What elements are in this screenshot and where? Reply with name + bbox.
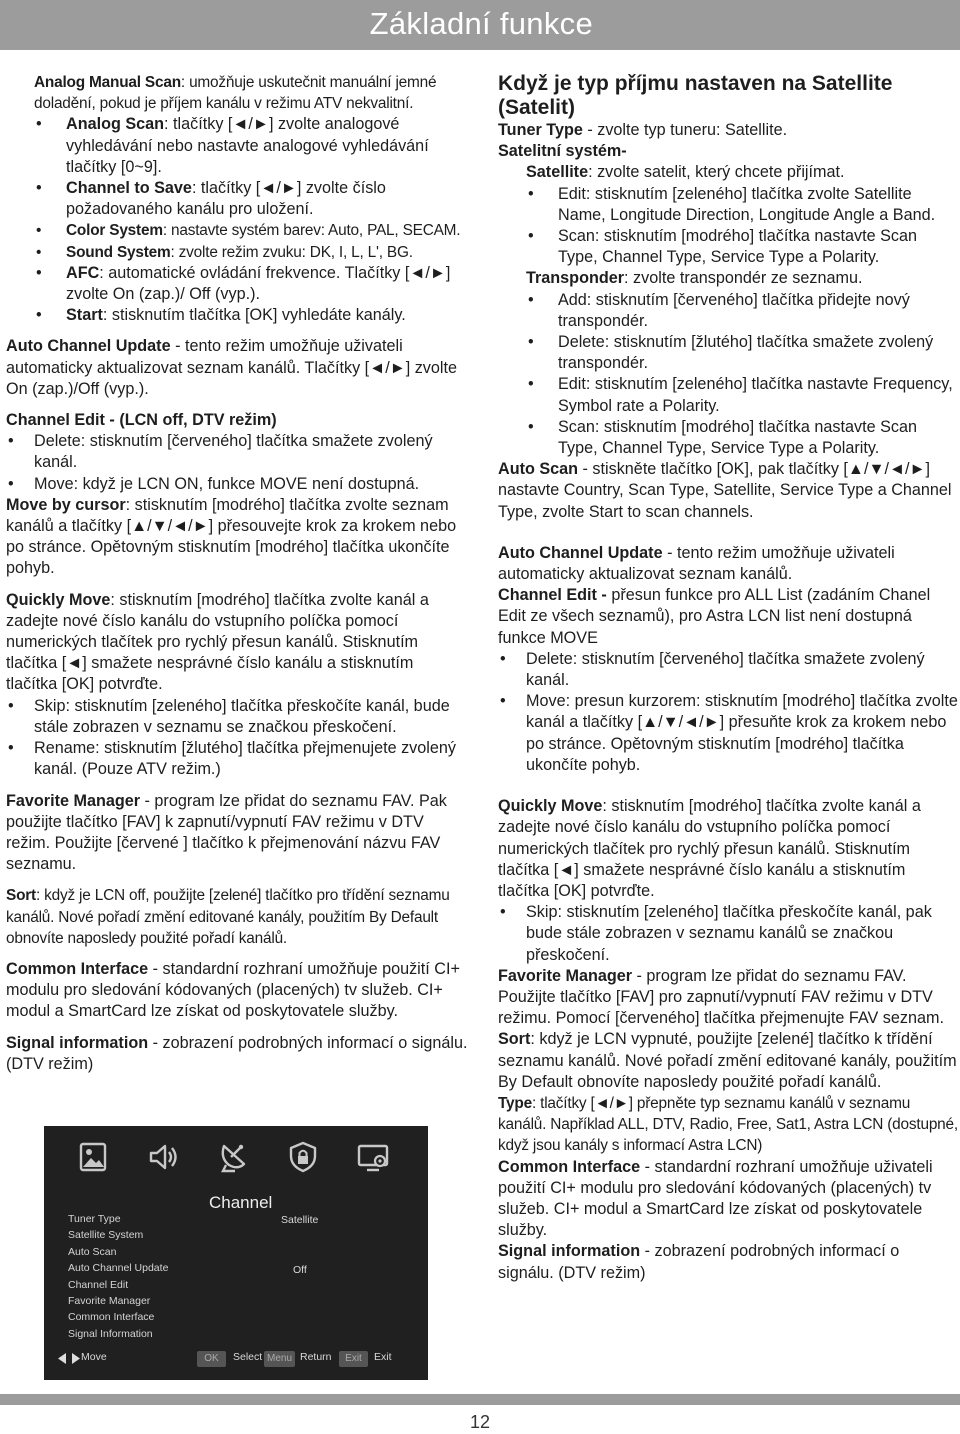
bullet-satellite-scan: • Scan: stisknutím [modrého] tlačítka nastavte Scan Type, Channel Type, Service Type a Polarity. (498, 226, 958, 268)
auto-channel-update-paragraph: Auto Channel Update - tento režim umožňuje uživateli automaticky aktualizovat seznam kanálů. Tlačítky [◄/►] zvolte On (zap.)/Off (vyp.). (6, 337, 458, 398)
footer-move-label: Move (81, 1351, 107, 1363)
bullet-sound-system: • Sound System: zvolte režim zvuku: DK, I, L, L', BG. (6, 242, 468, 263)
bullet-channel-edit-move: • Move: když je LCN ON, funkce MOVE není dostupná. (6, 474, 468, 495)
bullet-rename: • Rename: stisknutím [žlutého] tlačítka přejmenujete zvolený kanál. (Pouze ATV režim.) (6, 738, 468, 780)
bullet-satellite-edit: • Edit: stisknutím [zeleného] tlačítka zvolte Satellite Name, Longitude Direction, Longitude Angle a Band. (498, 184, 958, 226)
menu-list (68, 1211, 168, 1342)
menu-item-favorite-manager[interactable]: Favorite Manager (68, 1295, 151, 1308)
bullet-channel-edit-delete: • Delete: stisknutím [červeného] tlačítka smažete zvolený kanál. (6, 431, 468, 473)
bullet-analog-scan: • Analog Scan: tlačítky [◄/►] zvolte analogové vyhledávání nebo nastavte analogové vyhledávání tlačítky [0~9]. (6, 114, 468, 178)
quickly-move-paragraph: Quickly Move: stisknutím [modrého] tlačítka zvolte kanál a zadejte nové číslo kanálu do vstupního políčka pomocí numerických tlačítek pro rychlý přesun kanálů. Stisknutím tlačítka [◄] smažete nesprávné číslo kanálu a stisknutím tlačítka [OK] potvrďte. (6, 590, 429, 694)
bullet-skip: • Skip: stisknutím [zeleného] tlačítka přeskočíte kanál, bude stále zobrazen v seznamu se značkou přeskočení. (6, 696, 468, 738)
bullet-channel-edit-delete: • Delete: stisknutím [červeného] tlačítka smažete zvolený kanál. (498, 649, 958, 691)
ok-key-badge: OK (197, 1351, 226, 1367)
sound-icon (146, 1140, 180, 1174)
signal-information-paragraph: Signal information - zobrazení podrobných informací o signálu. (DTV režim) (6, 1033, 468, 1073)
tuner-type-value: Satellite (281, 1214, 319, 1226)
signal-information-paragraph: Signal information - zobrazení podrobných informací o signálu. (DTV režim) (498, 1242, 900, 1282)
satellite-system-heading: Satelitní systém- (498, 142, 627, 161)
bullet-afc: • AFC: automatické ovládání frekvence. Tlačítky [◄/►] zvolte On (zap.)/ Off (vyp.). (6, 263, 468, 305)
auto-channel-update-value: Off (293, 1264, 307, 1276)
bullet-color-system: • Color System: nastavte systém barev: Auto, PAL, SECAM. (6, 220, 468, 241)
menu-item-common-interface[interactable]: Common Interface (68, 1311, 155, 1324)
settings-icon (356, 1140, 390, 1174)
channel-satellite-icon (216, 1140, 250, 1174)
sort-paragraph: Sort: když je LCN vypnuté, použijte [zelené] tlačítko k třídění seznamu kanálů. Nové pořadí změní editované kanály, použitím By Default obnovíte naposledy použité pořadí kanálů. (498, 1030, 957, 1091)
page-header-bar (0, 0, 960, 50)
menu-key-badge: Menu (264, 1351, 295, 1367)
menu-item-signal-information[interactable]: Signal Information (68, 1327, 153, 1340)
common-interface-paragraph: Common Interface - standardní rozhraní umožňuje použití CI+ modulu pro sledování kódovaných (placených) tv služeb. CI+ modul a SmartCard lze získat od poskytovatele služby. (6, 959, 460, 1021)
channel-edit-paragraph: Channel Edit - přesun funkce pro ALL List (zadáním Chanel Edit ze všech seznamů), pro Astra LCN list není dostupná funkce MOVE (498, 586, 931, 647)
page-title: Základní funkce (369, 6, 593, 41)
menu-footer-hints (44, 1350, 428, 1368)
common-interface-paragraph: Common Interface - standardní rozhraní umožňuje uživateli použití CI+ modulu pro sledování kódovaných (placených) tv služeb. CI+ modul a SmartCard lze získat od poskytovatele služby. (498, 1157, 933, 1240)
favorite-manager-paragraph: Favorite Manager - program lze přidat do seznamu FAV. Použijte tlačítko [FAV] pro zapnutí/vypnutí FAV režimu v DTV režimu. Pomocí [červeného] tlačítka přejmenujte FAV seznam. (498, 966, 944, 1028)
type-paragraph: Type: tlačítky [◄/►] přepněte typ seznamu kanálů v seznamu kanálů. Například ALL, DTV, Radio, Free, Sat1, Astra LCN (dostupné, když jsou kanály s informací Astra LCN) (498, 1094, 958, 1155)
menu-icon-bar (44, 1140, 428, 1180)
left-column (6, 72, 468, 1075)
picture-icon (76, 1140, 110, 1174)
footer-return-label: Return (300, 1351, 332, 1363)
right-column (498, 72, 958, 1284)
menu-title: Channel (209, 1193, 273, 1212)
left-right-arrows-icon (58, 1353, 80, 1364)
menu-item-auto-scan[interactable]: Auto Scan (68, 1245, 117, 1258)
analog-manual-scan-paragraph: Analog Manual Scan: umožňuje uskutečnit manuální jemné doladění, pokud je příjem kanálu v režimu ATV nekvalitní. (34, 74, 437, 113)
favorite-manager-paragraph: Favorite Manager - program lze přidat do seznamu FAV. Pak použijte tlačítko [FAV] k zapnutí/vypnutí FAV režimu v DTV režim. Použijte [červené ] tlačítko k přejmenování názvu FAV seznamu. (6, 791, 447, 874)
move-by-cursor-paragraph: Move by cursor: stisknutím [modrého] tlačítka zvolte seznam kanálů a tlačítky [▲/▼/◄/►] přesouvejte krok za krokem nebo po stránce. Opětovným stisknutím [modrého] tlačítka ukončíte pohyb. (6, 495, 457, 578)
page-number: 12 (470, 1412, 491, 1432)
tuner-type-paragraph: Tuner Type - zvolte typ tuneru: Satellite. (498, 121, 788, 139)
satellite-section-heading: Když je typ příjmu nastaven na Satellite (Satelit) (498, 72, 893, 119)
quickly-move-paragraph: Quickly Move: stisknutím [modrého] tlačítka zvolte kanál a zadejte nové číslo kanálu do vstupního políčka pomocí numerických tlačítek pro rychlý přesun kanálů. Stisknutím tlačítka [◄] smažete nesprávné číslo kanálu a stisknutím tlačítka [OK] potvrďte. (498, 797, 921, 900)
tv-channel-menu-screenshot (44, 1126, 428, 1380)
bullet-transponder-add: • Add: stisknutím [červeného] tlačítka přidejte nový transpondér. (498, 290, 958, 332)
channel-edit-heading: Channel Edit - (LCN off, DTV režim) (6, 411, 277, 430)
lock-shield-icon (286, 1140, 320, 1174)
bullet-channel-edit-move: • Move: presun kurzorem: stisknutím [modrého] tlačítka zvolte kanál a tlačítky [▲/▼/◄/►] přesuňte krok za krokem nebo po stránce. Opětovným stisknutím [modrého] tlačítka ukončíte pohyb. (498, 691, 958, 776)
bullet-transponder-edit: • Edit: stisknutím [zeleného] tlačítka nastavte Frequency, Symbol rate a Polarity. (498, 374, 958, 416)
footer-exit-label: Exit (374, 1351, 392, 1363)
auto-scan-paragraph: Auto Scan - stiskněte tlačítko [OK], pak tlačítky [▲/▼/◄/►] nastavte Country, Scan Type, Satellite, Service Type a Channel Type, zvolte Start to scan channels. (498, 460, 952, 521)
bullet-transponder-delete: • Delete: stisknutím [žlutého] tlačítka smažete zvolený transpondér. (498, 332, 958, 374)
footer-bar (0, 1394, 960, 1405)
sort-paragraph: Sort: když je LCN off, použijte [zelené] tlačítko pro třídění seznamu kanálů. Nové pořadí změní editované kanály, použitím By Default obnovíte naposledy použité pořadí kanálů. (6, 887, 450, 947)
transponder-paragraph: Transponder: zvolte transpondér ze seznamu. (526, 269, 863, 288)
menu-item-tuner-type[interactable]: Tuner Type (68, 1213, 121, 1225)
bullet-skip: • Skip: stisknutím [zeleného] tlačítka přeskočíte kanál, pak bude stále zobrazen v seznamu kanálů se značkou přeskočení. (498, 902, 958, 966)
menu-item-channel-edit[interactable]: Channel Edit (68, 1278, 129, 1291)
auto-channel-update-paragraph: Auto Channel Update - tento režim umožňuje uživateli automaticky aktualizovat seznam kanálů. (498, 543, 895, 584)
menu-item-auto-channel-update[interactable]: Auto Channel Update (68, 1262, 169, 1275)
bullet-channel-to-save: • Channel to Save: tlačítky [◄/►] zvolte číslo požadovaného kanálu pro uložení. (6, 178, 468, 220)
footer-select-label: Select (233, 1351, 263, 1363)
bullet-start: • Start: stisknutím tlačítka [OK] vyhledáte kanály. (6, 305, 468, 326)
exit-key-badge: Exit (339, 1351, 368, 1367)
menu-item-satellite-system[interactable]: Satellite System (68, 1229, 144, 1242)
satellite-paragraph: Satellite: zvolte satelit, který chcete přijímat. (526, 163, 845, 182)
bullet-transponder-scan: • Scan: stisknutím [modrého] tlačítka nastavte Scan Type, Channel Type, Service Type a Polarity. (498, 417, 958, 459)
